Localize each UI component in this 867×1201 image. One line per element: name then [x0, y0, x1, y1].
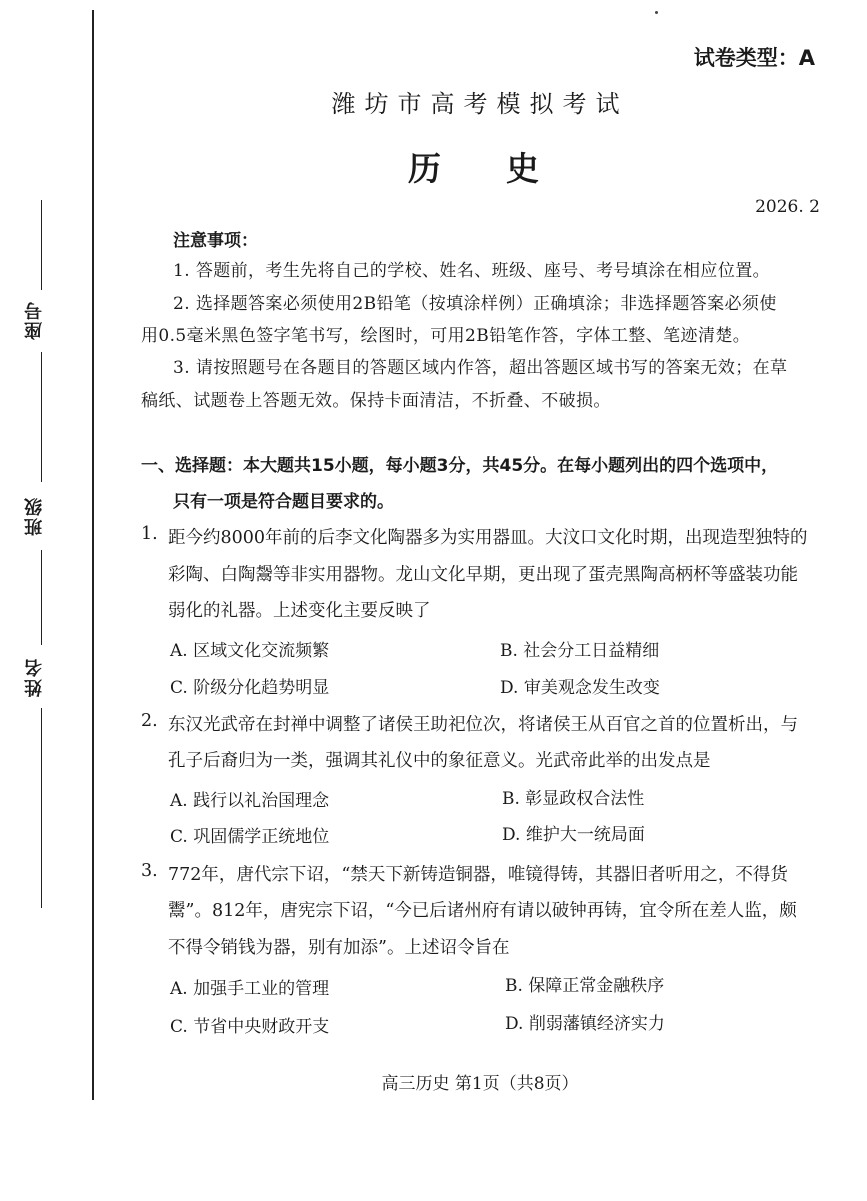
question-2-number: 2. — [141, 711, 158, 731]
question-3-option-c: C. 节省中央财政开支 — [170, 1017, 330, 1037]
notice-line-2: 2. 选择题答案必须使用2B铅笔（按填涂样例）正确填涂；非选择题答案必须使 — [173, 294, 777, 314]
question-1-option-d: D. 审美观念发生改变 — [500, 678, 660, 698]
question-2-line-2: 孔子后裔归为一类，强调其礼仪中的象征意义。光武帝此举的出发点是 — [168, 751, 711, 771]
question-2-line-1: 东汉光武帝在封禅中调整了诸侯王助祀位次，将诸侯王从百官之首的位置析出，与 — [168, 715, 798, 735]
paper-type: 试卷类型：A — [693, 46, 815, 70]
question-2-option-a: A. 践行以礼治国理念 — [170, 791, 330, 811]
notice-line-3: 用0.5毫米黑色签字笔书写，绘图时，可用2B铅笔作答，字体工整、笔迹清楚。 — [141, 326, 751, 346]
question-3-option-d: D. 削弱藩镇经济实力 — [505, 1014, 665, 1034]
notice-line-4: 3. 请按照题号在各题目的答题区域内作答，超出答题区域书写的答案无效；在草 — [173, 358, 788, 378]
question-3-option-a: A. 加强手工业的管理 — [170, 979, 330, 999]
question-2-option-c: C. 巩固儒学正统地位 — [170, 827, 330, 847]
seat-fill-line-bottom — [41, 352, 42, 462]
notice-line-1: 1. 答题前，考生先将自己的学校、姓名、班级、座号、考号填涂在相应位置。 — [173, 261, 771, 281]
question-3-line-2: 鬻”。812年，唐宪宗下诏，“今已后诸州府有请以破钟再铸，宜令所在差人监，颇 — [168, 901, 797, 921]
question-3-line-1: 772年，唐代宗下诏，“禁天下新铸造铜器，唯镜得铸，其器旧者听用之，不得货 — [168, 865, 788, 885]
exam-title: 潍坊市高考模拟考试 — [331, 90, 629, 118]
question-2-option-d: D. 维护大一统局面 — [502, 825, 645, 845]
name-label: 姓名 — [24, 657, 45, 697]
question-1-line-3: 弱化的礼器。上述变化主要反映了 — [168, 601, 431, 621]
question-3-option-b: B. 保障正常金融秩序 — [505, 976, 665, 996]
binding-margin-rule — [92, 10, 94, 1100]
notice-heading: 注意事项： — [173, 231, 258, 251]
question-1-line-2: 彩陶、白陶鬶等非实用器物。龙山文化早期，更出现了蛋壳黑陶高柄杯等盛装功能 — [168, 565, 798, 585]
exam-date: 2026. 2 — [755, 197, 820, 217]
seat-fill-line-top — [41, 200, 42, 290]
question-3-line-3: 不得令销钱为器，别有加添”。上述诏令旨在 — [168, 938, 510, 958]
class-fill-line-top — [41, 462, 42, 482]
question-1-line-1: 距今约8000年前的后李文化陶器多为实用器皿。大汶口文化时期，出现造型独特的 — [168, 528, 808, 548]
scan-dot — [655, 11, 658, 14]
question-3-number: 3. — [141, 861, 158, 881]
class-fill-line-bottom — [41, 550, 42, 645]
section-heading-line-2: 只有一项是符合题目要求的。 — [173, 492, 394, 512]
page-footer: 高三历史 第1页（共8页） — [381, 1074, 579, 1094]
question-1-option-c: C. 阶级分化趋势明显 — [170, 678, 330, 698]
section-heading-line-1: 一、选择题：本大题共15小题，每小题3分，共45分。在每小题列出的四个选项中， — [141, 456, 779, 476]
name-fill-line — [41, 708, 42, 908]
question-1-option-a: A. 区域文化交流频繁 — [170, 641, 330, 661]
question-1-number: 1. — [141, 524, 158, 544]
question-1-option-b: B. 社会分工日益精细 — [500, 641, 660, 661]
question-2-option-b: B. 彰显政权合法性 — [502, 789, 645, 809]
class-label: 班级 — [24, 496, 45, 536]
seat-label: 座号 — [24, 300, 45, 340]
subject-title: 历史 — [408, 149, 604, 188]
notice-line-5: 稿纸、试题卷上答题无效。保持卡面清洁，不折叠、不破损。 — [141, 391, 611, 411]
